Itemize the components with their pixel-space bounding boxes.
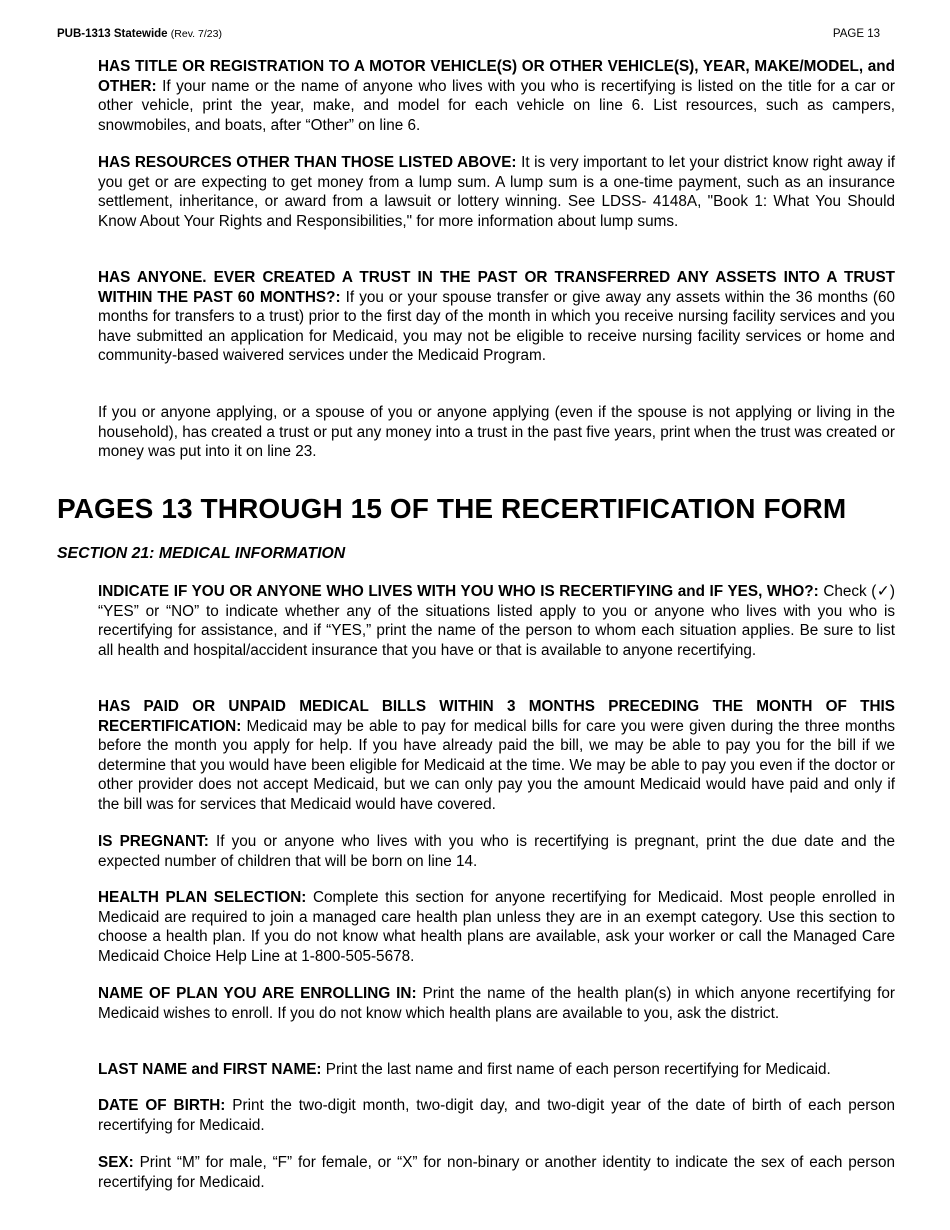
form-number: PUB-1313 Statewide [57, 28, 168, 40]
paragraph-body: Medicaid may be able to pay for medical bills for care you were given during the three months before the month you apply for help. If you have already paid the bill, we may be able to pay you for the bill if we determine that you would have been eligible for Medicaid at the time. We may be able to pay you even if the doctor or other provider does not accept Medicaid, but we can only pay you the amount Medicaid would have paid and only if the bill was for services that Medicaid would have covered. [98, 717, 895, 813]
paragraph-date-of-birth [98, 1096, 895, 1135]
section-heading: SECTION 21: MEDICAL INFORMATION [57, 545, 346, 562]
paragraph-body: If you or anyone applying, or a spouse of you or anyone applying (even if the spouse is not applying or living in the household), has created a trust or put any money into a trust in the past five years, print when the trust was created or money was put into it on line 23. [98, 404, 895, 461]
main-heading: PAGES 13 THROUGH 15 OF THE RECERTIFICATION FORM [57, 493, 847, 524]
paragraph-heading: SEX: [98, 1154, 134, 1171]
paragraph-other-resources [98, 153, 895, 231]
page-number: PAGE 13 [832, 28, 880, 40]
paragraph-heading: HAS PAID OR UNPAID MEDICAL BILLS WITHIN 3 MONTHS PRECEDING THE MONTH OF THIS RECERTIFICATION: [98, 698, 895, 735]
paragraph-pregnant [98, 832, 895, 871]
paragraph-heading: HAS TITLE OR REGISTRATION TO A MOTOR VEHICLE(S) OR OTHER VEHICLE(S), YEAR, MAKE/MODEL, and OTHER: [98, 58, 895, 95]
paragraph-trust-followup [98, 403, 895, 462]
paragraph-body: Print the two-digit month, two-digit day, and two-digit year of the date of birth of each person recertifying for Medicaid. [98, 1097, 896, 1134]
paragraph-heading: HEALTH PLAN SELECTION: [98, 889, 307, 906]
paragraph-body: Print “M” for male, “F” for female, or “X” for non-binary or another identity to indicate the sex of each person recertifying for Medicaid. [98, 1154, 896, 1191]
revision: (Rev. 7/23) [170, 28, 222, 40]
form-id [57, 28, 222, 40]
paragraph-heading: INDICATE IF YOU OR ANYONE WHO LIVES WITH YOU WHO IS RECERTIFYING and IF YES, WHO?: [98, 583, 819, 600]
paragraph-heading: DATE OF BIRTH: [98, 1097, 226, 1114]
paragraph-body: If your name or the name of anyone who lives with you who is recertifying is listed on the title for a car or other vehicle, print the year, make, and model for each vehicle on line 6. List resources, such as campers, snowmobiles, and boats, after “Other” on line 6. [98, 77, 895, 134]
paragraph-sex [98, 1153, 895, 1192]
paragraph-body: If you or anyone who lives with you who is recertifying is pregnant, print the due date and the expected number of children that will be born on line 14. [98, 833, 895, 870]
paragraph-body: Check (✓) “YES” or “NO” to indicate whether any of the situations listed apply to you or anyone who lives with you who is recertifying for assistance, and if “YES,” print the name of the person to whom each situation applies. Be sure to list all health and hospital/accident insurance that you have or that is available to anyone recertifying. [98, 583, 895, 659]
paragraph-heading: IS PREGNANT: [98, 833, 209, 850]
paragraph-heading: NAME OF PLAN YOU ARE ENROLLING IN: [98, 985, 417, 1002]
paragraph-body: Print the last name and first name of each person recertifying for Medicaid. [325, 1061, 831, 1078]
paragraph-heading: LAST NAME and FIRST NAME: [98, 1061, 322, 1078]
paragraph-plan-name [98, 984, 895, 1023]
paragraph-body: It is very important to let your district know right away if you get or are expecting to get money from a lump sum. A lump sum is a one-time payment, such as an insurance settlement, inheritance, or award from a lawsuit or lottery winning. See LDSS- 4148A, "Book 1: What You Should Know About Your Rights and Responsibilities," for more information about lump sums. [98, 154, 896, 230]
paragraph-medical-bills [98, 697, 895, 815]
paragraph-trust [98, 268, 895, 366]
paragraph-names [98, 1060, 895, 1080]
paragraph-body: Print the name of the health plan(s) in which anyone recertifying for Medicaid wishes to enroll. If you do not know which health plans are available to you, ask the district. [98, 985, 895, 1022]
paragraph-health-plan [98, 888, 895, 966]
paragraph-heading: HAS RESOURCES OTHER THAN THOSE LISTED ABOVE: [98, 154, 517, 171]
paragraph-heading: HAS ANYONE. EVER CREATED A TRUST IN THE PAST OR TRANSFERRED ANY ASSETS INTO A TRUST WITHIN THE PAST 60 MONTHS?: [98, 269, 895, 306]
paragraph-body: Complete this section for anyone recertifying for Medicaid. Most people enrolled in Medicaid are required to join a managed care health plan unless they are in an exempt category. Use this section to choose a health plan. If you do not know what health plans are available, ask your worker or call the Managed Care Medicaid Choice Help Line at 1-800-505-5678. [98, 889, 896, 965]
paragraph-body: If you or your spouse transfer or give away any assets within the 36 months (60 months for transfers to a trust) prior to the first day of the month in which you receive nursing facility services and you have submitted an application for Medicaid, you may not be eligible to receive nursing facility services or home and community-based waivered services under the Medicaid Program. [98, 288, 896, 365]
paragraph-indicate [98, 582, 895, 660]
paragraph-vehicles [98, 57, 895, 135]
page-header [57, 28, 880, 44]
